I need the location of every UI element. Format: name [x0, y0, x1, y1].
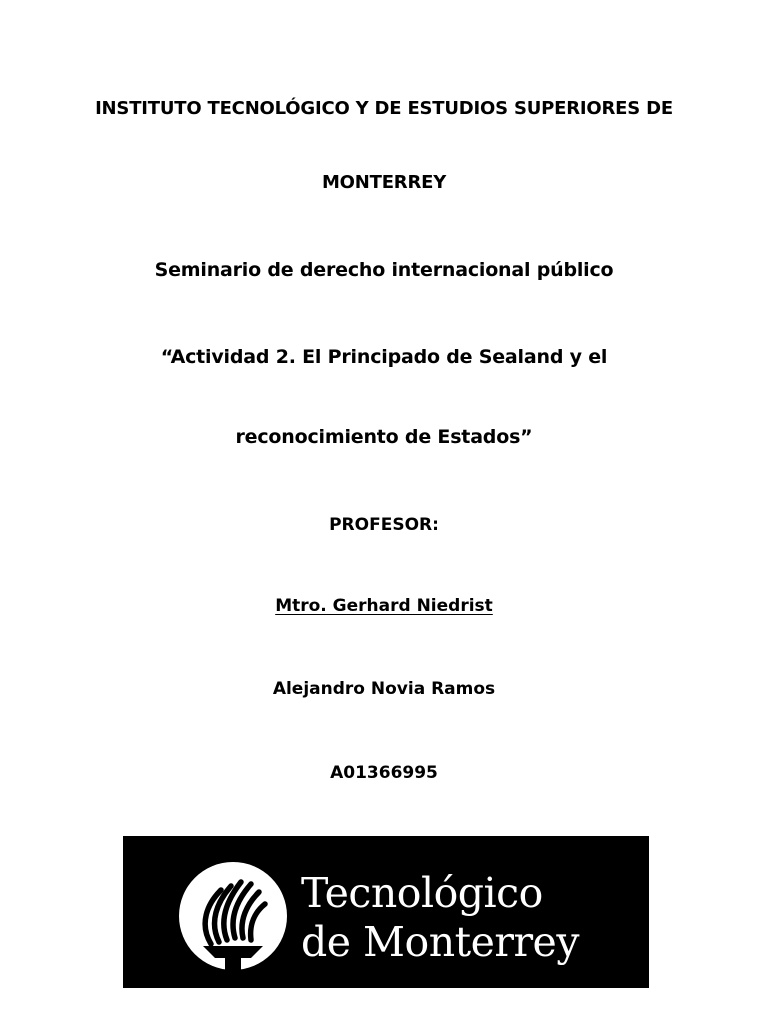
activity-title-line-2: reconocimiento de Estados”	[235, 426, 533, 448]
institution-name-line-1: INSTITUTO TECNOLÓGICO Y DE ESTUDIOS SUPERIORES DE	[95, 98, 673, 119]
logo-text-line-2: de Monterrey	[301, 918, 579, 966]
student-name: Alejandro Novia Ramos	[272, 679, 496, 699]
activity-title-line-1: “Actividad 2. El Principado de Sealand y el	[160, 346, 608, 368]
institution-name-line-2: MONTERREY	[321, 172, 447, 193]
student-id: A01366995	[330, 763, 438, 783]
logo-text-line-1: Tecnológico	[301, 869, 543, 917]
professor-label: PROFESOR:	[329, 515, 439, 535]
torch-flame-icon	[177, 860, 289, 972]
professor-name: Mtro. Gerhard Niedrist	[275, 596, 493, 616]
tec-de-monterrey-logo	[123, 836, 649, 988]
course-title: Seminario de derecho internacional público	[154, 259, 614, 281]
